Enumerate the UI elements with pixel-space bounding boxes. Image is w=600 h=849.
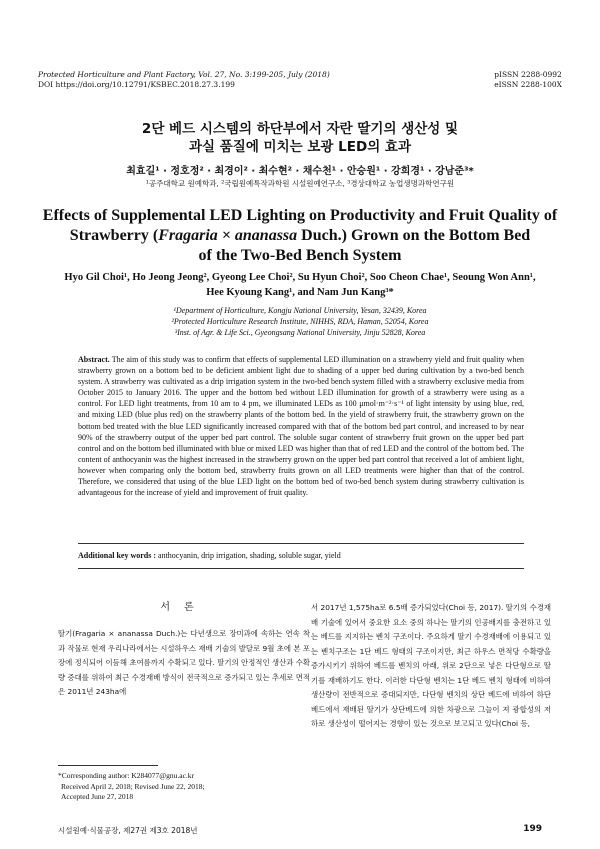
- korean-title-line1: 2단 베드 시스템의 하단부에서 자란 딸기의 생산성 및: [141, 121, 459, 137]
- footnote: [58, 771, 205, 803]
- abstract-label: Abstract.: [78, 355, 110, 364]
- corresponding-author: *Corresponding author: K284077@gnu.ac.kr: [58, 771, 195, 780]
- footnote-rule: [58, 765, 158, 766]
- english-title: [30, 206, 570, 266]
- affiliation-1: ¹Department of Horticulture, Kongju National University, Yesan, 32439, Korea: [173, 306, 427, 315]
- eissn: eISSN 2288-100X: [494, 80, 562, 89]
- page-number: 199: [523, 824, 542, 834]
- english-title-line3: of the Two-Bed Bench System: [198, 247, 402, 264]
- left-column-text: 딸기(Fragaria × ananassa Duch.)는 다년생으로 장미과에 속하는 연속 착과 작물로 현재 우리나라에서는 시설하우스 재배 기술의 발달로 9월 초에 본 포장에 정식되어 이듬해 초여름까지 수확되고 있다. 딸기의 안정적인 생산과 수확량 증대를 위하여 최근 수경재배 방식이 전국적으로 증가되고 있는 추세로 면적은 2011년 243ha에: [58, 629, 310, 696]
- accepted-date: Accepted June 27, 2018: [61, 792, 134, 801]
- right-column-text: 서 2017년 1,575ha로 6.5배 증가되었다(Choi 등, 2017). 딸기의 수경재배 기술에 있어서 중요한 요소 중의 하나는 딸기의 인공배지를 충전하고 있는 베드를 지지하는 벤치 구조이다. 주요하게 딸기 수경재배에 이용되고 있는 벤치구조는 1단 베드 형태의 구조이지만, 최근 하우스 면적당 수확량을 증가시키기 위하여 베드를 벤치의 아래, 위로 2단으로 넣은 다단형으로 딸기를 재배하기도 한다. 이러한 다단형 벤치는 1단 베드 벤치 형태에 비하여 생산량이 전반적으로 증대되지만, 다단형 벤치의 상단 베드에 비하여 하단 베드에서 재배된 딸기가 상단베드에 의한 차광으로 그늘이 져 광합성의 저하로 생산성이 떨어지는 경향이 있는 것으로 보고되고 있다(Choi 등,: [311, 603, 551, 728]
- page-footer: [58, 825, 542, 836]
- doi[interactable]: DOI https://doi.org/10.12791/KSBEC.2018.27.3.199: [38, 80, 235, 89]
- keywords: [78, 551, 524, 560]
- abstract-text: The aim of this study was to confirm that effects of supplemental LED illumination on a strawberry yield and fruit quality when strawberry grown on a bottom bed to be deficient ambient light due to shading of a upper bed during cultivation by a two-bed bench system. A strawberry was cultivated as a drip irrigation system in the two-bed bench system filled with a strawberry exclusive media from October 2015 to January 2016. The upper and the bottom bed without LED illumination for growth of a strawberry were using as a control. For LED light treatments, from 10 am to 4 pm, we illuminated LEDs as 100 μmol·m⁻²·s⁻¹ of light intensity by using blue, red, and mixing LED (blue plus red) on the strawberry plants of the bottom bed. In the yield of strawberry fruit, the strawberry grown on the bottom bed treated with the blue LED significantly increased compared with that of the bottom bed part control, and increased to by near 90% of the strawberry output of the upper bed part control. The soluble sugar content of strawberry fruit grown on the upper bed part control and on the bottom bed illuminated with blue or mixed LED was higher than that of red LED and the control of the bottom bed. The content of anthocyanin was the highest increased in the strawberry grown on the upper bed part control that received a lot of ambient light, however when comparing only the bottom bed, strawberry fruits grown on all LED treatments were higher than that of the control. Therefore, we considered that using of the blue LED light on the bottom bed of two-bed bench system during strawberry cultivation is advantageous for the increase of yield and improvement of fruit quality.: [78, 355, 524, 498]
- korean-title: [0, 120, 600, 156]
- affiliation-3: ³Inst. of Agr. & Life Sci., Gyeongsang National University, Jinju 52828, Korea: [174, 328, 426, 337]
- pissn: pISSN 2288-0992: [494, 70, 562, 79]
- english-title-line2: Strawberry (Fragaria × ananassa Duch.) Grown on the Bottom Bed: [69, 227, 531, 244]
- abstract: [78, 354, 524, 498]
- korean-affiliations: ¹공주대학교 원예학과, ²국립원예특작과학원 시설원예연구소, ³경상대학교 농업생명과학연구원: [145, 179, 455, 188]
- keywords-text: anthocyanin, drip irrigation, shading, soluble sugar, yield: [156, 551, 341, 560]
- keywords-label: Additional key words :: [78, 551, 157, 560]
- english-authors: [40, 270, 560, 300]
- english-title-line1: Effects of Supplemental LED Lighting on Productivity and Fruit Quality of: [42, 207, 558, 224]
- korean-title-line2: 과실 품질에 미치는 보광 LED의 효과: [188, 139, 412, 155]
- divider-bottom: [78, 568, 524, 569]
- section-title: 서론: [160, 602, 208, 613]
- divider-top: [78, 543, 524, 544]
- korean-authors: 최효길¹ · 정호정² · 최경이² · 최수현² · 채수천¹ · 안승원¹ · 강희경¹ · 강남준³*: [126, 166, 474, 177]
- english-authors-line2: Hee Kyoung Kang¹, and Nam Jun Kang³*: [206, 287, 394, 298]
- english-authors-line1: Hyo Gil Choi¹, Ho Jeong Jeong², Gyeong Lee Choi², Su Hyun Choi², Soo Cheon Chae¹, Seoung Won Ann¹,: [64, 272, 536, 283]
- received-date: Received April 2, 2018; Revised June 22, 2018;: [61, 781, 205, 791]
- affiliation-2: ²Protected Horticulture Research Institute, NIHHS, RDA, Haman, 52054, Korea: [171, 317, 429, 326]
- english-affiliations: [0, 305, 600, 338]
- footer-journal: 시설원예·식물공장, 제27권 제3호 2018년: [58, 826, 198, 835]
- journal-citation: Protected Horticulture and Plant Factory, Vol. 27, No. 3:199-205, July (2018): [38, 70, 330, 79]
